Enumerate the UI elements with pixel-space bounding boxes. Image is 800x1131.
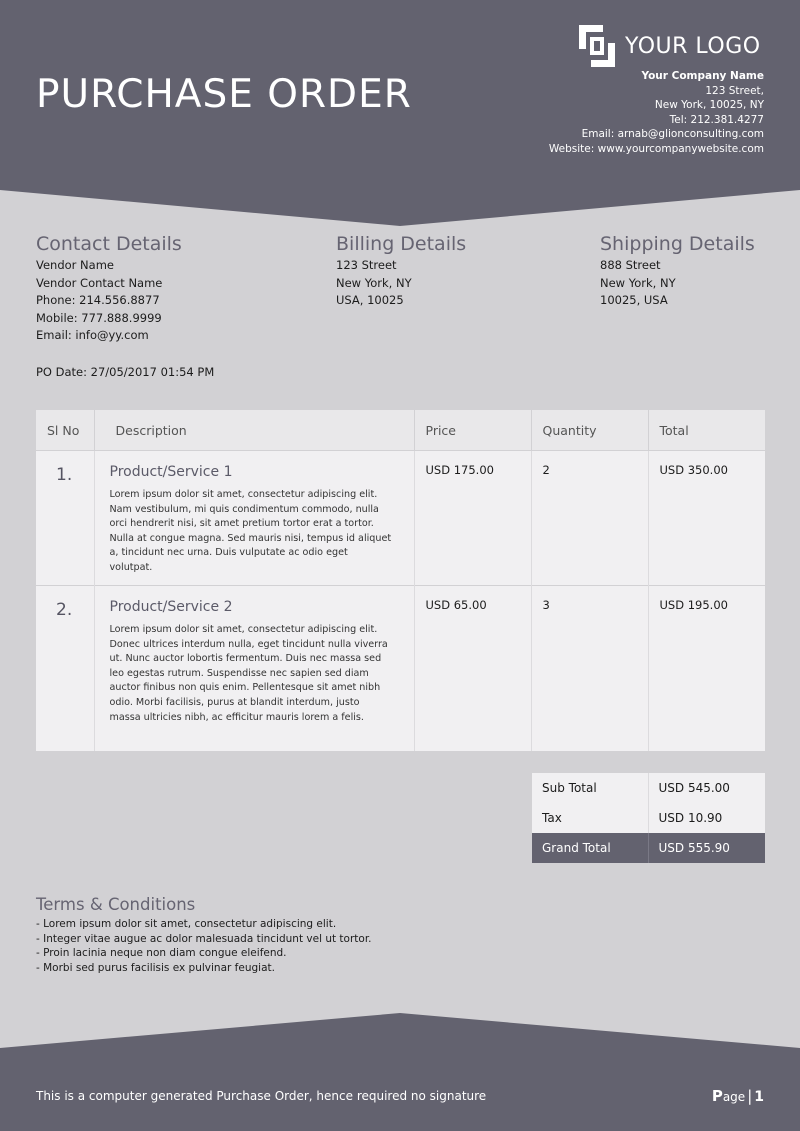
billing-line: New York, NY [336, 275, 412, 290]
row-quantity: 2 [531, 451, 648, 586]
row-number: 1. [36, 451, 94, 586]
terms-item: - Proin lacinia neque non diam congue eleifend. [36, 947, 287, 960]
product-description: Lorem ipsum dolor sit amet, consectetur adipiscing elit. Donec ultrices interdum nulla, eget tincidunt nulla viverra ut. Nunc auctor lobortis fermentum. Duis nec massa sed leo egestas rutrum. Suspendisse nec sapien sed diam auctor finibus non quis enim. Pellentesque sit amet nibh odio. Morbi facilisis, purus at blandit interdum, justo massa ultricies nibh, ac efficitur mauris lorem a felis. [109, 624, 388, 723]
company-website: Website: www.yourcompanywebsite.com [548, 142, 764, 155]
page-label-initial: P [711, 1087, 723, 1105]
contact-line: Vendor Contact Name [36, 275, 163, 290]
page-separator: | [747, 1087, 753, 1105]
column-header-slno: Sl No [36, 410, 94, 451]
billing-line: 123 Street [336, 258, 397, 273]
square-bracket-logo-icon [577, 23, 617, 69]
contact-heading: Contact Details [36, 233, 182, 255]
shipping-line: 10025, USA [600, 293, 668, 308]
billing-line: USA, 10025 [336, 293, 404, 308]
shipping-line: 888 Street [600, 258, 661, 273]
row-total: USD 195.00 [648, 586, 765, 752]
row-price: USD 175.00 [414, 451, 531, 586]
column-header-price: Price [414, 410, 531, 451]
page-number [712, 1087, 764, 1105]
column-header-description: Description [94, 410, 414, 451]
page-number-value: 1 [754, 1089, 764, 1105]
tax-value: USD 10.90 [648, 803, 765, 833]
row-number: 2. [36, 586, 94, 752]
items-table [36, 410, 765, 751]
subtotal-label: Sub Total [532, 773, 648, 803]
contact-line: Email: info@yy.com [36, 328, 149, 343]
row-price: USD 65.00 [414, 586, 531, 752]
row-description [94, 586, 414, 752]
tax-row [532, 803, 765, 833]
column-header-quantity: Quantity [531, 410, 648, 451]
contact-line: Mobile: 777.888.9999 [36, 310, 162, 325]
row-quantity: 3 [531, 586, 648, 752]
subtotal-value: USD 545.00 [648, 773, 765, 803]
footer-band [0, 1013, 800, 1131]
company-street: 123 Street, [705, 84, 764, 97]
page-label-rest: age [722, 1090, 746, 1104]
contact-details [36, 233, 182, 344]
shipping-line: New York, NY [600, 275, 676, 290]
page-title: PURCHASE ORDER [36, 72, 412, 117]
totals-table [532, 773, 765, 863]
terms-item: - Lorem ipsum dolor sit amet, consectetur adipiscing elit. [36, 918, 337, 930]
table-row [36, 451, 765, 586]
product-description: Lorem ipsum dolor sit amet, consectetur adipiscing elit. Nam vestibulum, mi quis condimentum commodo, nulla orci hendrerit nisi, sit amet pretium tortor erat a tortor. Nulla at congue magna. Sed mauris nisi, tempus id aliquet a, tincidunt nec urna. Duis vulputate ac odio eget volutpat. [109, 489, 392, 573]
shipping-details [600, 233, 755, 310]
contact-line: Phone: 214.556.8877 [36, 293, 160, 308]
subtotal-row [532, 773, 765, 803]
shipping-heading: Shipping Details [600, 233, 755, 255]
terms-section [36, 895, 372, 975]
company-name: Your Company Name [641, 70, 764, 82]
billing-heading: Billing Details [336, 233, 467, 255]
grand-total-label: Grand Total [532, 833, 648, 863]
column-header-total: Total [648, 410, 765, 451]
terms-item: - Integer vitae augue ac dolor malesuada tincidunt vel ut tortor. [36, 932, 372, 945]
row-total: USD 350.00 [648, 451, 765, 586]
product-name: Product/Service 1 [109, 464, 233, 480]
grand-total-value: USD 555.90 [648, 833, 765, 863]
terms-heading: Terms & Conditions [36, 895, 196, 914]
terms-list [36, 917, 372, 975]
billing-details [336, 233, 467, 310]
company-email: Email: arnab@glionconsulting.com [581, 128, 764, 141]
company-logo [577, 22, 761, 70]
contact-line: Vendor Name [36, 258, 114, 273]
table-row [36, 586, 765, 752]
company-tel: Tel: 212.381.4277 [669, 113, 764, 126]
po-date: PO Date: 27/05/2017 01:54 PM [36, 365, 215, 379]
footer-note: This is a computer generated Purchase Order, hence required no signature [36, 1089, 487, 1103]
logo-text: YOUR LOGO [625, 33, 761, 59]
table-header-row [36, 410, 765, 451]
tax-label: Tax [532, 803, 648, 833]
grand-total-row [532, 833, 765, 863]
company-info [549, 69, 764, 157]
row-description [94, 451, 414, 586]
product-name: Product/Service 2 [109, 599, 233, 615]
terms-item: - Morbi sed purus facilisis ex pulvinar feugiat. [36, 961, 275, 974]
company-city: New York, 10025, NY [654, 99, 764, 112]
